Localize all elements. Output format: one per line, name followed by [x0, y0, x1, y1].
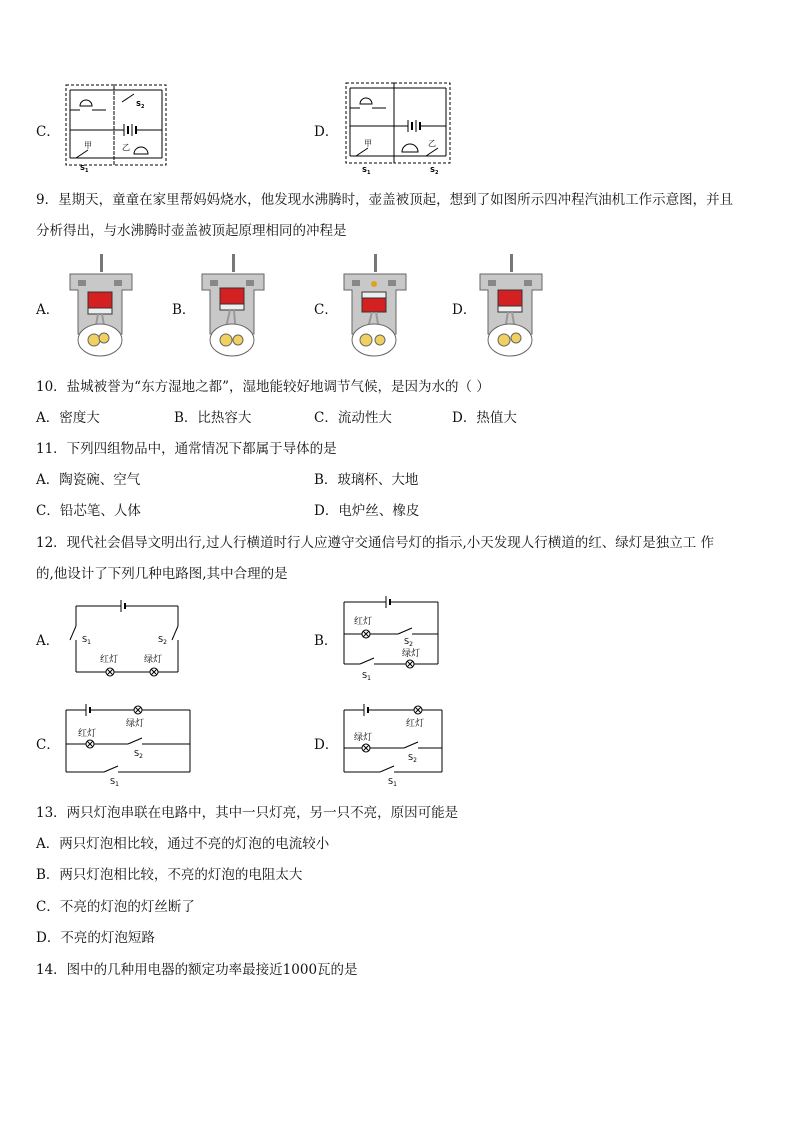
- q12-option-a-label[interactable]: A．: [36, 633, 60, 649]
- q13-stem: 13．两只灯泡串联在电路中，其中一只灯亮，另一只不亮，原因可能是: [36, 805, 459, 821]
- q8-option-c-label[interactable]: C．: [36, 124, 60, 140]
- q9-option-b-label[interactable]: B．: [172, 302, 196, 318]
- q9-option-a-label[interactable]: A．: [36, 302, 60, 318]
- svg-text:S2: $S_2$: [408, 753, 417, 764]
- svg-text:乙: 乙: [428, 139, 436, 148]
- q9-stem-line1: 9．星期天，童童在家里帮妈妈烧水，他发现水沸腾时，壶盖被顶起，想到了如图所示四冲程汽油机工作示意图，并且: [36, 192, 734, 208]
- q11-option-d[interactable]: D．电炉丝、橡皮: [314, 503, 420, 519]
- q11-option-c[interactable]: C．铅芯笔、人体: [36, 503, 141, 519]
- q10-option-b[interactable]: B．比热容大: [174, 410, 252, 426]
- q9-option-d-label[interactable]: D．: [452, 302, 477, 318]
- svg-text:红灯: 红灯: [78, 729, 97, 739]
- q11-option-b[interactable]: B．玻璃杯、大地: [314, 472, 419, 488]
- svg-text:S2: $S_2$: [158, 635, 167, 646]
- svg-text:S2: $S_2$: [404, 637, 413, 648]
- q13-option-c[interactable]: C．不亮的灯泡的灯丝断了: [36, 899, 195, 915]
- svg-text:绿灯: 绿灯: [402, 649, 421, 659]
- q10-option-a[interactable]: A．密度大: [36, 410, 100, 426]
- q9-engine-c-figure: [338, 252, 410, 360]
- q11-stem: 11．下列四组物品中，通常情况下都属于导体的是: [36, 441, 337, 457]
- svg-text:S1: $S_1$: [388, 777, 397, 786]
- svg-text:红灯: 红灯: [354, 617, 373, 627]
- q11-option-a[interactable]: A．陶瓷碗、空气: [36, 472, 141, 488]
- q8-option-d-label[interactable]: D．: [314, 124, 339, 140]
- q9-stem-line2: 分析得出，与水沸腾时壶盖被顶起原理相同的冲程是: [36, 223, 347, 239]
- svg-text:乙: 乙: [122, 143, 130, 152]
- q12-option-d-circuit: [340, 700, 448, 786]
- svg-text:S1: $S_1$: [82, 635, 91, 646]
- q10-option-d[interactable]: D．热值大: [452, 410, 517, 426]
- svg-text:S2: $S_2$: [430, 166, 439, 176]
- q12-option-c-circuit: [62, 700, 194, 786]
- svg-text:绿灯: 绿灯: [354, 733, 373, 743]
- q10-option-c[interactable]: C．流动性大: [314, 410, 392, 426]
- svg-text:甲: 甲: [364, 139, 372, 148]
- svg-text:S2: $S_2$: [134, 749, 143, 760]
- q8-option-d-circuit: [342, 80, 454, 176]
- svg-text:S2: $S_2$: [136, 100, 145, 110]
- svg-text:红灯: 红灯: [406, 719, 425, 729]
- q12-option-b-circuit: [340, 594, 444, 684]
- svg-text:S1: $S_1$: [362, 671, 371, 682]
- svg-text:S1: $S_1$: [110, 777, 119, 786]
- q10-stem: 10．盐城被誉为“东方湿地之都”，湿地能较好地调节气候，是因为水的（ ）: [36, 379, 490, 395]
- q9-engine-b-figure: [196, 252, 268, 360]
- q12-option-a-circuit: [66, 600, 186, 678]
- q14-stem: 14．图中的几种用电器的额定功率最接近1000瓦的是: [36, 962, 358, 978]
- q9-option-c-label[interactable]: C．: [314, 302, 338, 318]
- svg-text:红灯: 红灯: [100, 655, 119, 665]
- svg-text:S1: $S_1$: [362, 166, 371, 176]
- svg-text:绿灯: 绿灯: [144, 655, 163, 665]
- q13-option-d[interactable]: D．不亮的灯泡短路: [36, 930, 155, 946]
- q12-option-d-label[interactable]: D．: [314, 737, 339, 753]
- q13-option-a[interactable]: A．两只灯泡相比较，通过不亮的灯泡的电流较小: [36, 836, 330, 852]
- svg-text:S1: $S_1$: [80, 164, 89, 174]
- q9-engine-a-figure: [64, 252, 136, 360]
- q8-option-c-circuit: [62, 82, 172, 174]
- q9-engine-d-figure: [474, 252, 546, 360]
- svg-text:甲: 甲: [84, 141, 92, 150]
- q12-option-c-label[interactable]: C．: [36, 737, 60, 753]
- q12-stem-line2: 的,他设计了下列几种电路图,其中合理的是: [36, 566, 288, 582]
- svg-text:绿灯: 绿灯: [126, 719, 145, 729]
- q12-option-b-label[interactable]: B．: [314, 633, 338, 649]
- q12-stem-line1: 12．现代社会倡导文明出行,过人行横道时行人应遵守交通信号灯的指示,小天发现人行横道的红、绿灯是独立工 作: [36, 535, 715, 551]
- q13-option-b[interactable]: B．两只灯泡相比较，不亮的灯泡的电阻太大: [36, 867, 303, 883]
